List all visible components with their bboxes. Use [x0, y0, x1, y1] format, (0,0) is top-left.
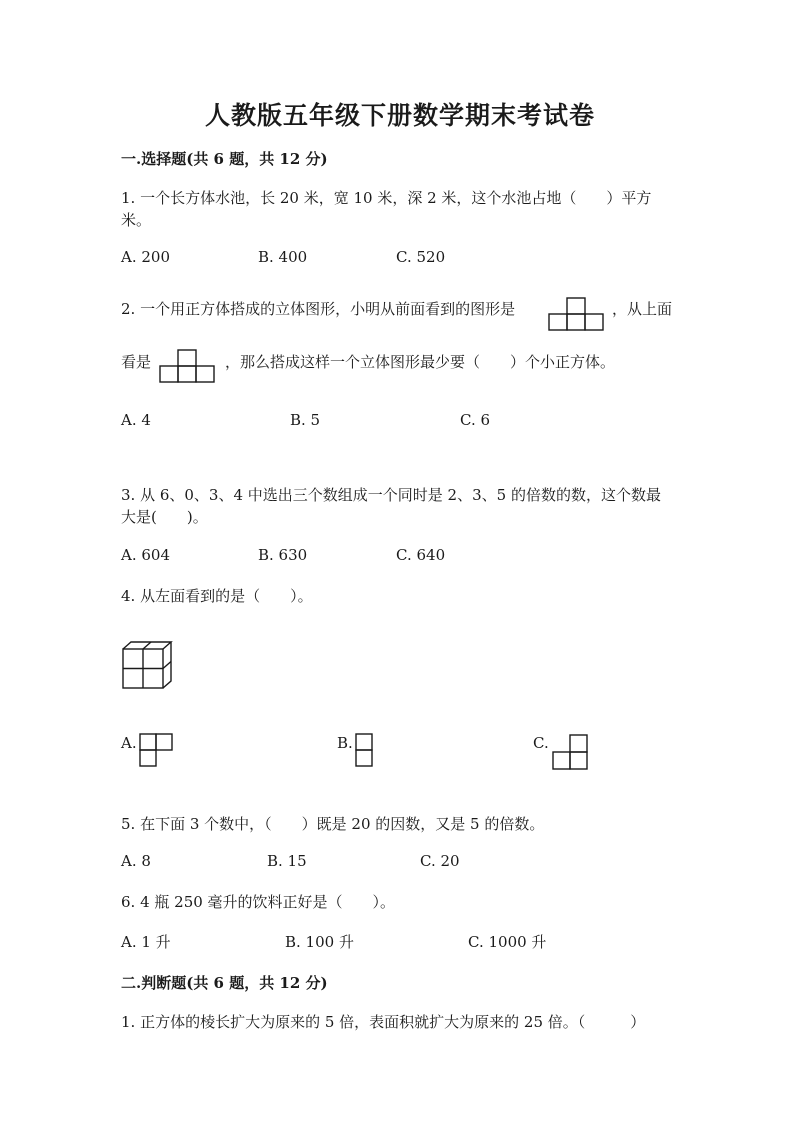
question-1-text-line2: 米。 [121, 211, 152, 229]
question-2-option-b: B. 5 [290, 411, 321, 429]
top-view-cell-top [178, 350, 196, 366]
question-5-text: 5. 在下面 3 个数中，（ ）既是 20 的因数，又是 5 的倍数。 [121, 815, 545, 833]
question-4-text: 4. 从左面看到的是（ ）。 [121, 587, 313, 605]
question-6-option-a: A. 1 升 [121, 933, 171, 951]
question-2-text-line1a: 2. 一个用正方体搭成的立体图形，小明从前面看到的图形是 [121, 300, 516, 318]
question-1-option-c: C. 520 [396, 248, 446, 266]
front-view-cell-top [567, 298, 585, 314]
question-4-option-b-label: B. [337, 734, 353, 752]
question-2-text-line2b: ，那么搭成这样一个立体图形最少要（ ）个小正方体。 [225, 353, 616, 371]
section-heading-judgement: 二.判断题(共 6 题，共 12 分) [121, 974, 328, 992]
question-3-text-line2: 大是( )。 [121, 508, 208, 526]
top-view-figure [159, 348, 217, 384]
question-3-option-a: A. 604 [121, 546, 170, 564]
top-view-cell-2 [178, 366, 196, 382]
question-4-option-b-figure [355, 733, 375, 769]
front-view-cell-1 [549, 314, 567, 330]
top-view-cell-1 [160, 366, 178, 382]
question-3-option-c: C. 640 [396, 546, 446, 564]
section-heading-choice: 一.选择题(共 6 题，共 12 分) [121, 150, 328, 168]
question-2-text-line1b: ，从上面 [612, 300, 673, 318]
question-1-text-line1: 1. 一个长方体水池，长 20 米，宽 10 米，深 2 米，这个水池占地（ ）平方 [121, 189, 652, 207]
question-6-option-b: B. 100 升 [285, 933, 354, 951]
front-view-cell-2 [567, 314, 585, 330]
question-4-option-a-figure [139, 733, 175, 769]
question-5-option-b: B. 15 [267, 852, 307, 870]
question-4-option-c-figure [551, 733, 589, 771]
question-5-option-c: C. 20 [420, 852, 460, 870]
question-3-option-b: B. 630 [258, 546, 308, 564]
question-1-option-a: A. 200 [121, 248, 170, 266]
question-2-text-line2a: 看是 [121, 353, 152, 371]
question-6-option-c: C. 1000 升 [468, 933, 547, 951]
question-1-option-b: B. 400 [258, 248, 308, 266]
question-2-option-c: C. 6 [460, 411, 491, 429]
top-view-cell-3 [196, 366, 214, 382]
front-view-figure [548, 296, 604, 332]
judgement-question-1-text: 1. 正方体的棱长扩大为原来的 5 倍，表面积就扩大为原来的 25 倍。（ ） [121, 1013, 646, 1031]
question-3-text-line1: 3. 从 6、0、3、4 中选出三个数组成一个同时是 2、3、5 的倍数的数，这个数最 [121, 486, 661, 504]
question-6-text: 6. 4 瓶 250 毫升的饮料正好是（ ）。 [121, 893, 396, 911]
page-title: 人教版五年级下册数学期末考试卷 [204, 101, 595, 130]
cube-stack-figure [120, 640, 172, 690]
front-view-cell-3 [585, 314, 603, 330]
question-5-option-a: A. 8 [121, 852, 151, 870]
question-4-option-a-label: A. [121, 734, 137, 752]
question-4-option-c-label: C. [533, 734, 549, 752]
question-2-option-a: A. 4 [121, 411, 151, 429]
